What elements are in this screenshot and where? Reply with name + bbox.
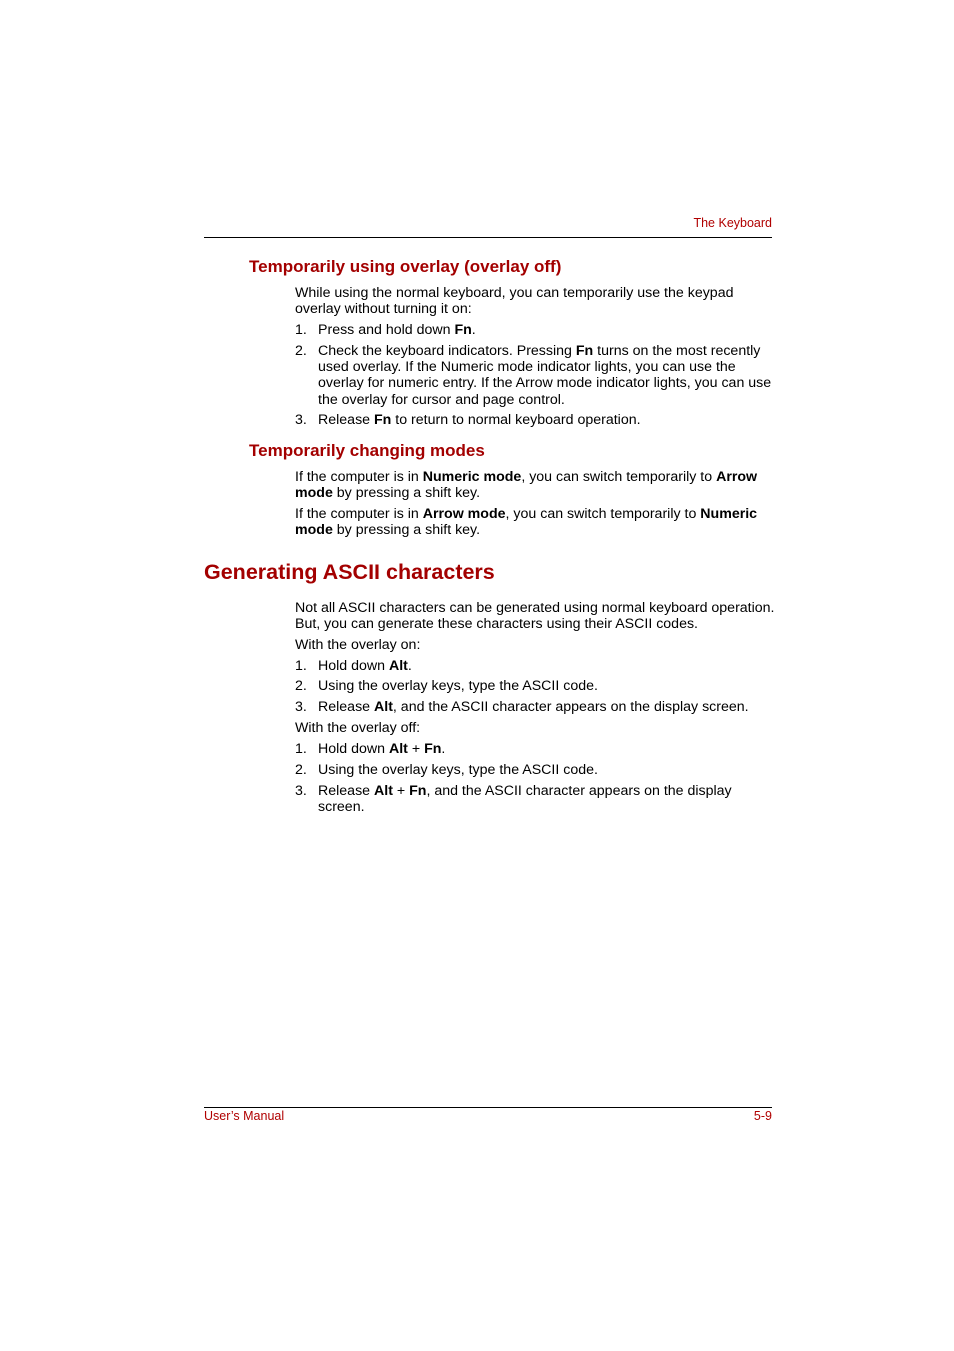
text-run: Using the overlay keys, type the ASCII code. xyxy=(318,762,598,778)
list-item xyxy=(295,658,775,674)
mode-name: Numeric mode xyxy=(422,469,522,485)
list-number: 1. xyxy=(295,658,307,674)
footer-rule xyxy=(204,1107,772,1108)
overlay-off-label: With the overlay off: xyxy=(295,720,421,736)
overlay-on-label: With the overlay on: xyxy=(295,637,421,653)
text-run: turns on the most recently used overlay. If the Numeric mode indicator lights, you can use the overlay for numeric entry. If the Arrow mode indicator lights, you can use the overlay for cursor and page control. xyxy=(318,343,772,408)
mode-name: Arrow mode xyxy=(422,506,506,522)
key-name: Fn xyxy=(409,783,427,799)
key-name: Alt xyxy=(388,741,408,757)
key-name: Fn xyxy=(374,412,392,428)
list-item xyxy=(295,343,775,408)
text-run: + xyxy=(407,741,425,757)
section1-intro: While using the normal keyboard, you can temporarily use the keypad overlay without turning it on: xyxy=(295,285,734,318)
page-number: 5-9 xyxy=(753,1109,772,1123)
list-number: 2. xyxy=(295,762,307,778)
header-rule xyxy=(204,237,772,238)
text-run: . xyxy=(471,322,476,338)
section-heading-overlay-off: Temporarily using overlay (overlay off) xyxy=(249,257,562,276)
text-run: . xyxy=(407,658,412,674)
key-name: Fn xyxy=(454,322,472,338)
text-run: Using the overlay keys, type the ASCII code. xyxy=(318,678,598,694)
list-item xyxy=(295,322,775,338)
list-number: 2. xyxy=(295,678,307,694)
text-run: . xyxy=(441,741,446,757)
text-run: , and the ASCII character appears on the display screen. xyxy=(318,783,732,816)
text-run: Check the keyboard indicators. Pressing xyxy=(318,343,576,359)
list-number: 1. xyxy=(295,741,307,757)
list-item xyxy=(295,412,775,428)
section2-para2 xyxy=(295,506,775,538)
list-number: 3. xyxy=(295,412,307,428)
footer-manual-title: User’s Manual xyxy=(204,1109,285,1123)
text-run: If the computer is in xyxy=(295,469,423,485)
text-run: , and the ASCII character appears on the display screen. xyxy=(392,699,749,715)
text-run: by pressing a shift key. xyxy=(332,522,481,539)
text-run: to return to normal keyboard operation. xyxy=(391,412,641,428)
list-item xyxy=(295,678,775,694)
section-heading-changing-modes: Temporarily changing modes xyxy=(249,441,485,460)
key-name: Fn xyxy=(575,343,594,359)
running-header: The Keyboard xyxy=(693,216,772,230)
text-run: If the computer is in xyxy=(295,506,423,522)
list-number: 2. xyxy=(295,343,307,359)
key-name: Fn xyxy=(424,741,442,757)
text-run: Hold down xyxy=(318,741,389,757)
text-run: , you can switch temporarily to xyxy=(505,506,701,522)
list-number: 3. xyxy=(295,783,307,799)
text-run: Release xyxy=(318,699,374,715)
text-run: Hold down xyxy=(318,658,389,674)
section3-intro: Not all ASCII characters can be generated using normal keyboard operation. But, you can generate these characters using their ASCII codes. xyxy=(295,600,775,633)
text-run: Release xyxy=(318,783,374,799)
text-run: by pressing a shift key. xyxy=(332,485,481,502)
text-run: Press and hold down xyxy=(318,322,455,338)
list-item xyxy=(295,783,775,815)
key-name: Alt xyxy=(374,699,393,715)
text-run: , you can switch temporarily to xyxy=(521,469,717,485)
list-item xyxy=(295,699,775,715)
list-number: 3. xyxy=(295,699,307,715)
list-item xyxy=(295,762,775,778)
text-run: + xyxy=(392,783,410,799)
text-run: Release xyxy=(318,412,374,428)
section2-para1 xyxy=(295,469,775,501)
mode-name: Arrow mode xyxy=(295,469,758,502)
section-heading-ascii: Generating ASCII characters xyxy=(204,560,495,584)
key-name: Alt xyxy=(374,783,393,799)
key-name: Alt xyxy=(388,658,408,674)
mode-name: Numeric mode xyxy=(295,506,758,539)
list-item xyxy=(295,741,775,757)
list-number: 1. xyxy=(295,322,307,338)
